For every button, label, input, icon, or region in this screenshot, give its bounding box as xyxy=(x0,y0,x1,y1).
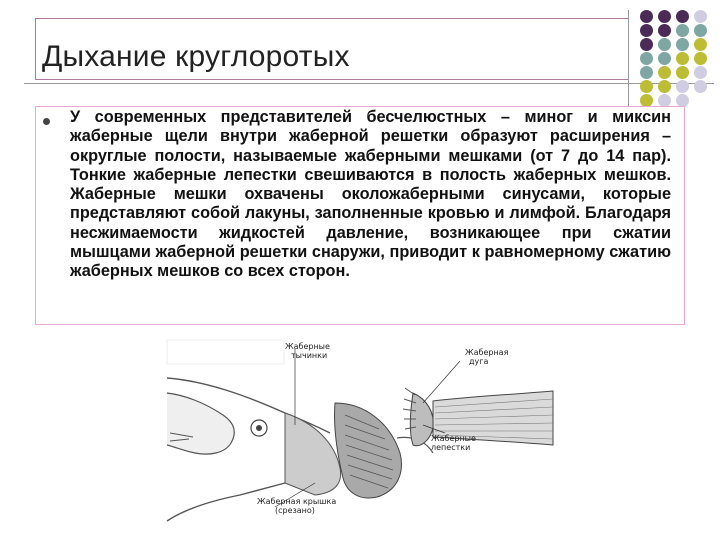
decorative-dot-grid xyxy=(640,10,712,110)
label-placeholder-box xyxy=(167,340,284,364)
label-gill-filaments-2: лепестки xyxy=(431,443,471,452)
decorative-dot xyxy=(658,66,671,79)
decorative-dot xyxy=(694,52,707,65)
decorative-dot xyxy=(694,80,707,93)
decorative-dot xyxy=(658,38,671,51)
label-gill-cover-2: (срезано) xyxy=(275,506,315,515)
decorative-dot xyxy=(640,66,653,79)
slide-title: Дыхание круглоротых xyxy=(42,40,350,73)
decorative-dot xyxy=(694,10,707,23)
horizontal-divider xyxy=(24,83,714,84)
fish-pupil xyxy=(256,425,262,431)
decorative-dot xyxy=(676,38,689,51)
label-gill-rakers-1: Жаберные xyxy=(285,342,330,351)
label-gill-arch-1: Жаберная xyxy=(465,348,509,357)
body-paragraph: У современных представителей бесчелюстных – миног и миксин жаберные щели внутри жаберной решетки образуют расширения – округлые полости, называемые жаберными мешками (от 7 до 14 пар). Тонкие жаберные лепестки свешиваются в полость жаберных мешков. Жаберные мешки охвачены околожаберными синусами, которые представляют собой лакуны, заполненные кровью и лимфой. Благодаря несжимаемости жидкостей давление, возникающее при сжатии мышцами жаберной решетки снаружи, приводит к равномерному сжатию жаберных мешков со всех сторон. xyxy=(70,108,671,281)
label-gill-rakers-2: тычинки xyxy=(291,351,328,360)
bullet-icon xyxy=(43,118,50,125)
decorative-dot xyxy=(640,80,653,93)
decorative-dot xyxy=(694,24,707,37)
decorative-dot xyxy=(640,52,653,65)
decorative-dot xyxy=(640,10,653,23)
decorative-dot xyxy=(676,52,689,65)
decorative-dot xyxy=(640,24,653,37)
label-gill-cover-1: Жаберная крышка xyxy=(257,497,337,506)
decorative-dot xyxy=(694,38,707,51)
gill-diagram xyxy=(165,333,555,525)
decorative-dot xyxy=(658,10,671,23)
decorative-dot xyxy=(694,66,707,79)
decorative-dot xyxy=(676,80,689,93)
label-gill-filaments-1: Жаберные xyxy=(431,434,476,443)
decorative-dot xyxy=(658,24,671,37)
label-gill-arch-2: дуга xyxy=(469,357,489,366)
decorative-dot xyxy=(676,24,689,37)
decorative-dot xyxy=(658,80,671,93)
decorative-dot xyxy=(676,10,689,23)
decorative-dot xyxy=(640,38,653,51)
decorative-dot xyxy=(658,52,671,65)
decorative-dot xyxy=(676,66,689,79)
vertical-divider xyxy=(628,10,629,106)
